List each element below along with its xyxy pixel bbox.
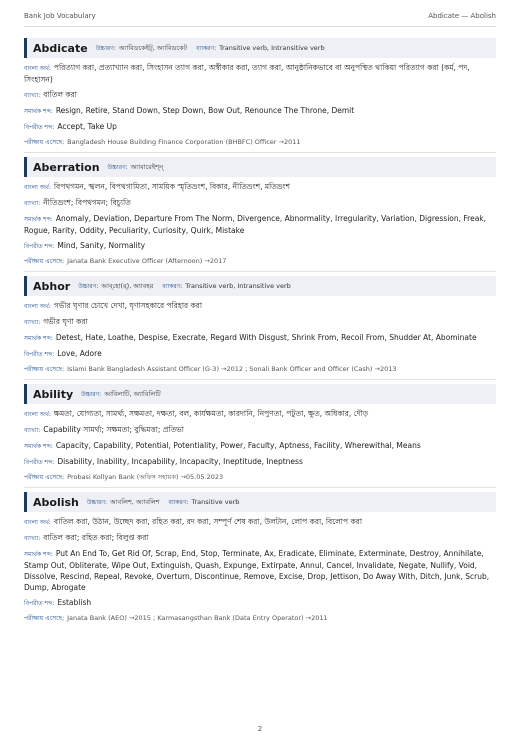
vocab-entry bbox=[24, 38, 496, 153]
explanation-label: ব্যাখ্যা: bbox=[24, 535, 41, 542]
explanation-value: বাতিল করা; রহিত করা; বিলুপ্ত করা bbox=[43, 533, 149, 542]
synonyms-value: Resign, Retire, Stand Down, Step Down, Bow Out, Renounce The Throne, Demit bbox=[55, 106, 355, 115]
explanation-value: Capability সামর্থ্য; সক্ষমতা; বুদ্ধিমত্তা; প্রতিভা bbox=[43, 425, 184, 434]
vocab-entry bbox=[24, 492, 496, 628]
pronunciation-value: আবলিশ, অ্যাবলিশ bbox=[110, 497, 160, 506]
pronunciation-label: উচ্চারণ: bbox=[107, 163, 128, 171]
page-number: 2 bbox=[257, 725, 263, 733]
antonyms-label: বিপরীত শব্দ: bbox=[24, 459, 55, 466]
page-range: Abdicate — Abolish bbox=[428, 12, 496, 20]
pronunciation-label: উচ্চারণ: bbox=[78, 282, 99, 290]
explanation-row bbox=[24, 532, 496, 544]
antonyms-row bbox=[24, 597, 496, 609]
synonyms-value: Anomaly, Deviation, Departure From The Norm, Divergence, Abnormality, Irregularity, Variation, Digression, Freak, Rogue, Rarity, Oddity, Peculiarity, Curiosity, Quirk, Mistake bbox=[24, 214, 487, 235]
synonyms-label: সমার্থক শব্দ: bbox=[24, 551, 53, 558]
exam-appearance-value: Probasi Kollyan Bank (অফিস সহায়ক) →05.05.2023 bbox=[67, 473, 224, 481]
exam-appearance-row bbox=[24, 256, 496, 267]
bangla-meaning-label: বাংলা অর্থ: bbox=[24, 303, 51, 310]
entry-word: Abolish bbox=[33, 495, 79, 509]
entry-word: Abdicate bbox=[33, 41, 88, 55]
explanation-row bbox=[24, 424, 496, 436]
pronunciation-value: অ্যাবিডকেইট্‌, অ্যাবিডকেট bbox=[118, 43, 188, 52]
synonyms-label: সমার্থক শব্দ: bbox=[24, 216, 53, 223]
bangla-meaning-row bbox=[24, 516, 496, 528]
synonyms-row bbox=[24, 440, 496, 452]
explanation-label: ব্যাখ্যা: bbox=[24, 319, 41, 326]
antonyms-row bbox=[24, 456, 496, 468]
exam-appearance-value: Janata Bank Executive Officer (Afternoon) →2017 bbox=[67, 257, 227, 265]
pronunciation-label: উচ্চারণ: bbox=[95, 44, 116, 52]
entry-word: Abhor bbox=[33, 279, 71, 293]
pronunciation-value: অ্যাবারেইশ্‌ন্ bbox=[130, 162, 164, 171]
explanation-value: বাতিল করা bbox=[43, 90, 77, 99]
synonyms-label: সমার্থক শব্দ: bbox=[24, 108, 53, 115]
bangla-meaning-value: গভীর ঘৃণার চোখে দেখা, ঘৃণাসহকারে পরিহার করা bbox=[53, 301, 203, 310]
antonyms-row bbox=[24, 121, 496, 133]
entry-header bbox=[24, 157, 496, 177]
vocab-entry bbox=[24, 384, 496, 488]
explanation-label: ব্যাখ্যা: bbox=[24, 200, 41, 207]
exam-appearance-row bbox=[24, 137, 496, 148]
exam-appearance-label: পরীক্ষায় এসেছে: bbox=[24, 258, 65, 265]
bangla-meaning-row bbox=[24, 181, 496, 193]
vocab-entry bbox=[24, 276, 496, 380]
exam-appearance-label: পরীক্ষায় এসেছে: bbox=[24, 139, 65, 146]
synonyms-row bbox=[24, 105, 496, 117]
entry-header bbox=[24, 492, 496, 512]
explanation-row bbox=[24, 197, 496, 209]
explanation-row bbox=[24, 316, 496, 328]
grammar-label: ব্যাকরণ: bbox=[196, 44, 217, 52]
bangla-meaning-label: বাংলা অর্থ: bbox=[24, 411, 51, 418]
grammar-label: ব্যাকরণ: bbox=[168, 498, 189, 506]
book-title: Bank Job Vocabulary bbox=[24, 12, 96, 20]
explanation-row bbox=[24, 89, 496, 101]
entry-header bbox=[24, 38, 496, 58]
pronunciation-value: আবিলাটি, অ্যাবিলিটি bbox=[104, 389, 161, 398]
exam-appearance-value: Bangladesh House Building Finance Corporation (BHBFC) Officer →2011 bbox=[67, 138, 301, 146]
exam-appearance-label: পরীক্ষায় এসেছে: bbox=[24, 474, 65, 481]
synonyms-label: সমার্থক শব্দ: bbox=[24, 335, 53, 342]
bangla-meaning-row bbox=[24, 62, 496, 85]
grammar-label: ব্যাকরণ: bbox=[162, 282, 183, 290]
antonyms-row bbox=[24, 348, 496, 360]
entry-word: Aberration bbox=[33, 160, 100, 174]
bangla-meaning-value: বাতিল করা, উঠান, উচ্ছেদ করা, রহিত করা, রদ করা, সম্পূর্ণ শেষ করা, উলটান, লোপ করা, বিলোপ করা bbox=[53, 517, 363, 526]
grammar-value: Transitive verb, Intransitive verb bbox=[185, 282, 291, 290]
bangla-meaning-row bbox=[24, 300, 496, 312]
synonyms-row bbox=[24, 332, 496, 344]
synonyms-value: Detest, Hate, Loathe, Despise, Execrate, Regard With Disgust, Shrink From, Recoil From, Shudder At, Abominate bbox=[55, 333, 477, 342]
antonyms-label: বিপরীত শব্দ: bbox=[24, 351, 55, 358]
bangla-meaning-label: বাংলা অর্থ: bbox=[24, 65, 51, 72]
antonyms-value: Disability, Inability, Incapability, Incapacity, Ineptitude, Ineptness bbox=[57, 457, 303, 466]
antonyms-label: বিপরীত শব্দ: bbox=[24, 243, 55, 250]
exam-appearance-value: Janata Bank (AEO) →2015 ; Karmasangsthan Bank (Data Entry Operator) →2011 bbox=[67, 614, 328, 622]
synonyms-row bbox=[24, 213, 496, 236]
bangla-meaning-value: বিপথগমন, স্খলন, বিপথগামিতা, সাময়িক স্মৃতিভ্রংশ, বিকার, নীতিভ্রংশ, মতিভ্রংশ bbox=[53, 182, 290, 191]
exam-appearance-row bbox=[24, 364, 496, 375]
antonyms-value: Establish bbox=[57, 598, 92, 607]
antonyms-value: Mind, Sanity, Normality bbox=[57, 241, 146, 250]
explanation-label: ব্যাখ্যা: bbox=[24, 427, 41, 434]
entries-list bbox=[24, 38, 496, 632]
exam-appearance-row bbox=[24, 472, 496, 483]
exam-appearance-label: পরীক্ষায় এসেছে: bbox=[24, 615, 65, 622]
entry-word: Ability bbox=[33, 387, 74, 401]
bangla-meaning-value: ক্ষমতা, যোগ্যতা, সামর্থ্য, সক্ষমতা, দক্ষতা, বল, কার্যক্ষমতা, কারদানি, নিপুণতা, পটুতা, ক্ষুত, অধিকার, দৌড় bbox=[53, 409, 369, 418]
synonyms-label: সমার্থক শব্দ: bbox=[24, 443, 53, 450]
antonyms-value: Love, Adore bbox=[57, 349, 102, 358]
bangla-meaning-label: বাংলা অর্থ: bbox=[24, 184, 51, 191]
bangla-meaning-row bbox=[24, 408, 496, 420]
grammar-value: Transitive verb, Intransitive verb bbox=[219, 44, 325, 52]
antonyms-value: Accept, Take Up bbox=[57, 122, 117, 131]
grammar-value: Transitive verb bbox=[191, 498, 240, 506]
vocab-entry bbox=[24, 157, 496, 272]
explanation-value: নীতিভ্রংশ; বিপথগমন; বিচ্যুতি bbox=[43, 198, 131, 207]
entry-header bbox=[24, 276, 496, 296]
antonyms-label: বিপরীত শব্দ: bbox=[24, 124, 55, 131]
bangla-meaning-label: বাংলা অর্থ: bbox=[24, 519, 51, 526]
synonyms-row bbox=[24, 548, 496, 593]
pronunciation-value: আব্‌হো(র্‌), অ্যাবহর bbox=[101, 281, 154, 290]
bangla-meaning-value: পরিত্যাগ করা, প্রত্যাখ্যান করা, সিংহাসন ত্যাগ করা, অস্বীকার করা, ত্যাগ করা, আনুষ্ঠানিকভাবে বা অনুপস্থিত থাকিয়া পরিত্যাগ করা (কর্ম, পদ, সিংহাসন) bbox=[24, 63, 470, 84]
explanation-value: গভীর ঘৃণা করা bbox=[43, 317, 88, 326]
entry-header bbox=[24, 384, 496, 404]
antonyms-label: বিপরীত শব্দ: bbox=[24, 600, 55, 607]
exam-appearance-label: পরীক্ষায় এসেছে: bbox=[24, 366, 65, 373]
pronunciation-label: উচ্চারণ: bbox=[81, 390, 102, 398]
exam-appearance-row bbox=[24, 613, 496, 624]
page-header bbox=[24, 10, 496, 27]
synonyms-value: Put An End To, Get Rid Of, Scrap, End, Stop, Terminate, Ax, Eradicate, Eliminate, Exterminate, Destroy, Annihilate, Stamp Out, Obliterate, Wipe Out, Extinguish, Quash, Expunge, Extirpate, Annul, Cancel, Invalidate, Negate, Nullify, Void, Dissolve, Rescind, Repeal, Revoke, Overturn, Discontinue, Remove, Excise, Drop, Jettison, Do Away With, Ditch, Junk, Scrub, Dump, Abrogate bbox=[24, 549, 490, 592]
synonyms-value: Capacity, Capability, Potential, Potentiality, Power, Faculty, Aptness, Facility, Wherewithal, Means bbox=[55, 441, 421, 450]
antonyms-row bbox=[24, 240, 496, 252]
exam-appearance-value: Islami Bank Bangladesh Assistant Officer (G-3) →2012 ; Sonali Bank Officer and Officer (Cash) →2013 bbox=[67, 365, 397, 373]
explanation-label: ব্যাখ্যা: bbox=[24, 92, 41, 99]
pronunciation-label: উচ্চারণ: bbox=[86, 498, 108, 506]
